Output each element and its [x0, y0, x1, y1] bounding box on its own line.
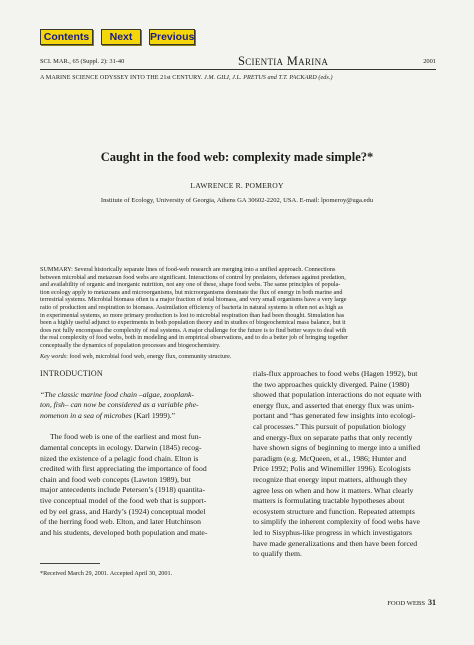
body-line: recognize that energy input matters, although they: [253, 474, 408, 484]
epigraph-citation: (Karl 1999).”: [131, 410, 176, 420]
page-number: 31: [428, 598, 436, 607]
body-line: of the herring food web. Elton, and later Hutchinson: [40, 517, 201, 527]
abstract-line: terrestrial systems. Microbial biomass often is a major fraction of total biomass, and very small organisms have a very large: [40, 296, 347, 304]
year: 2001: [423, 58, 436, 65]
affiliation: Institute of Ecology, University of Georgia, Athens GA 30602-2202, USA. E-mail: lpomeroy@uga.edu: [100, 197, 374, 204]
abstract-line: tion ecology apply to metazoans and microorganisms, but microorganisms dominate the flux of energy in both marine and: [40, 288, 343, 296]
abstract-line: and availability of organic and inorganic nutrition, not any one of these, shape food webs. The same principles of popula-: [40, 281, 341, 289]
body-line: agree less on when and how it matters. What clearly: [253, 485, 414, 495]
footnote-rule: [40, 563, 100, 564]
body-line: led to Sisyphus-like progress in which investigators: [253, 527, 412, 537]
body-line: credited with first appreciating the importance of food: [40, 464, 207, 474]
abstract-line: SUMMARY: Several historically separate lines of food-web research are merging into a unified approach. Connections: [40, 266, 336, 273]
header-rule: [40, 69, 436, 70]
body-line: chain and food web concepts (Lawton 1989), but: [40, 474, 191, 484]
article-title: Caught in the food web: complexity made simple?*: [100, 150, 374, 164]
keywords-text: : food web, microbial food web, energy flux, community structure.: [66, 353, 232, 360]
footnote: *Received March 29, 2001. Accepted April 30, 2001.: [40, 570, 173, 577]
body-line: and energy-flux on separate paths that only recently: [253, 432, 413, 442]
right-column: [253, 369, 436, 560]
body-line: tive conceptual model of the food web that is support-: [40, 495, 207, 505]
abstract: [40, 266, 436, 350]
series-editors: J.M. GILI, J.L. PRETUS and T.T. PACKARD (eds.): [203, 74, 333, 81]
body-line: and his students, developed both population and mate-: [40, 527, 208, 537]
next-button[interactable]: Next: [101, 29, 141, 45]
section-heading: INTRODUCTION: [40, 369, 103, 378]
body-line: damental concepts in ecology. Darwin (1845) recog-: [40, 442, 202, 452]
abstract-line: in experimental systems, so more primary production is lost to microbial respiration than had been thought. Simulation has: [40, 311, 345, 319]
body-line: The food web is one of the earliest and most fun-: [50, 432, 202, 442]
body-line: paradigm (e.g. McQueen, et al., 1986; Hunter and: [253, 453, 407, 463]
abstract-line: been a highly useful adjunct to experiments in both population theory and in studies of biogeochemical mass balance, but it: [40, 319, 346, 327]
author: LAWRENCE R. POMEROY: [190, 181, 284, 190]
abstract-line: does not fully encompass the complexity of real systems. A major challenge for the future is to find better ways to deal with: [40, 326, 347, 334]
body-line: ecosystem structure and function. Repeated attempts: [253, 506, 415, 516]
body-line: energy flux, and asserted that energy flux was unim-: [253, 400, 415, 410]
body-line: rials-flux approaches to food webs (Hagen 1992), but: [253, 369, 418, 378]
contents-button[interactable]: Contents: [40, 29, 93, 45]
left-column: [40, 369, 230, 538]
body-line: to simplify the inherent complexity of food webs have: [253, 517, 420, 527]
keywords: [40, 353, 436, 360]
epigraph-line: ton, fish– can now be considered as a variable phe-: [40, 400, 199, 410]
body-line: major antecedents include Petersen’s (1918) quantita-: [40, 485, 206, 495]
epigraph-line: nomenon in a sea of microbes: [40, 410, 132, 420]
epigraph-line: “The classic marine food chain –algae, zooplank-: [40, 389, 194, 399]
keywords-label: Key words: [40, 353, 67, 360]
journal-name: Scientia Marina: [238, 54, 329, 68]
footer-label: FOOD WEBS: [387, 600, 425, 607]
running-header: [40, 56, 436, 68]
body-line: Price 1992; Polis and Winemiller 1996). Ecologists: [253, 464, 411, 474]
abstract-line: between microbial and metazoan food webs are significant. Interactions of control by predators, defenses against predation,: [40, 273, 346, 281]
series-line: [40, 74, 333, 81]
abstract-line: ratio of production and respiration to biomass. Assimilation efficiency of bacteria in natural systems is often not as high as: [40, 303, 344, 311]
body-line: nized the existence of a pelagic food chain. Elton is: [40, 453, 199, 463]
body-line: to qualify them.: [253, 549, 302, 559]
body-line: portant and “has generated few insights into ecologi-: [253, 411, 416, 421]
body-line: matters is formulating tractable hypotheses about: [253, 496, 405, 506]
page-footer: [387, 598, 436, 607]
body-line: ed by eel grass, and Hardy’s (1924) conceptual model: [40, 506, 206, 516]
body-line: showed that population interactions do not equate with: [253, 390, 422, 400]
navigation-bar: [40, 29, 195, 45]
body-line: have shown signs of beginning to merge into a unified: [253, 443, 421, 453]
body-line: cal processes.” This pursuit of population biology: [253, 421, 406, 431]
previous-button[interactable]: Previous: [150, 31, 195, 43]
body-line: have made generalizations and then have been forced: [253, 538, 418, 548]
series-title: A MARINE SCIENCE ODYSSEY INTO THE 21st CENTURY.: [40, 74, 203, 81]
abstract-line: the real complexity of food webs, both in modeling and in empirical observations, and to do a better job of bringing together: [40, 334, 349, 342]
citation: SCI. MAR., 65 (Suppl. 2): 31-40: [40, 58, 125, 65]
body-line: the two approaches quickly diverged. Paine (1980): [253, 379, 410, 389]
abstract-line: conceptually the dynamics of population processes and biogeochemistry.: [40, 341, 221, 349]
